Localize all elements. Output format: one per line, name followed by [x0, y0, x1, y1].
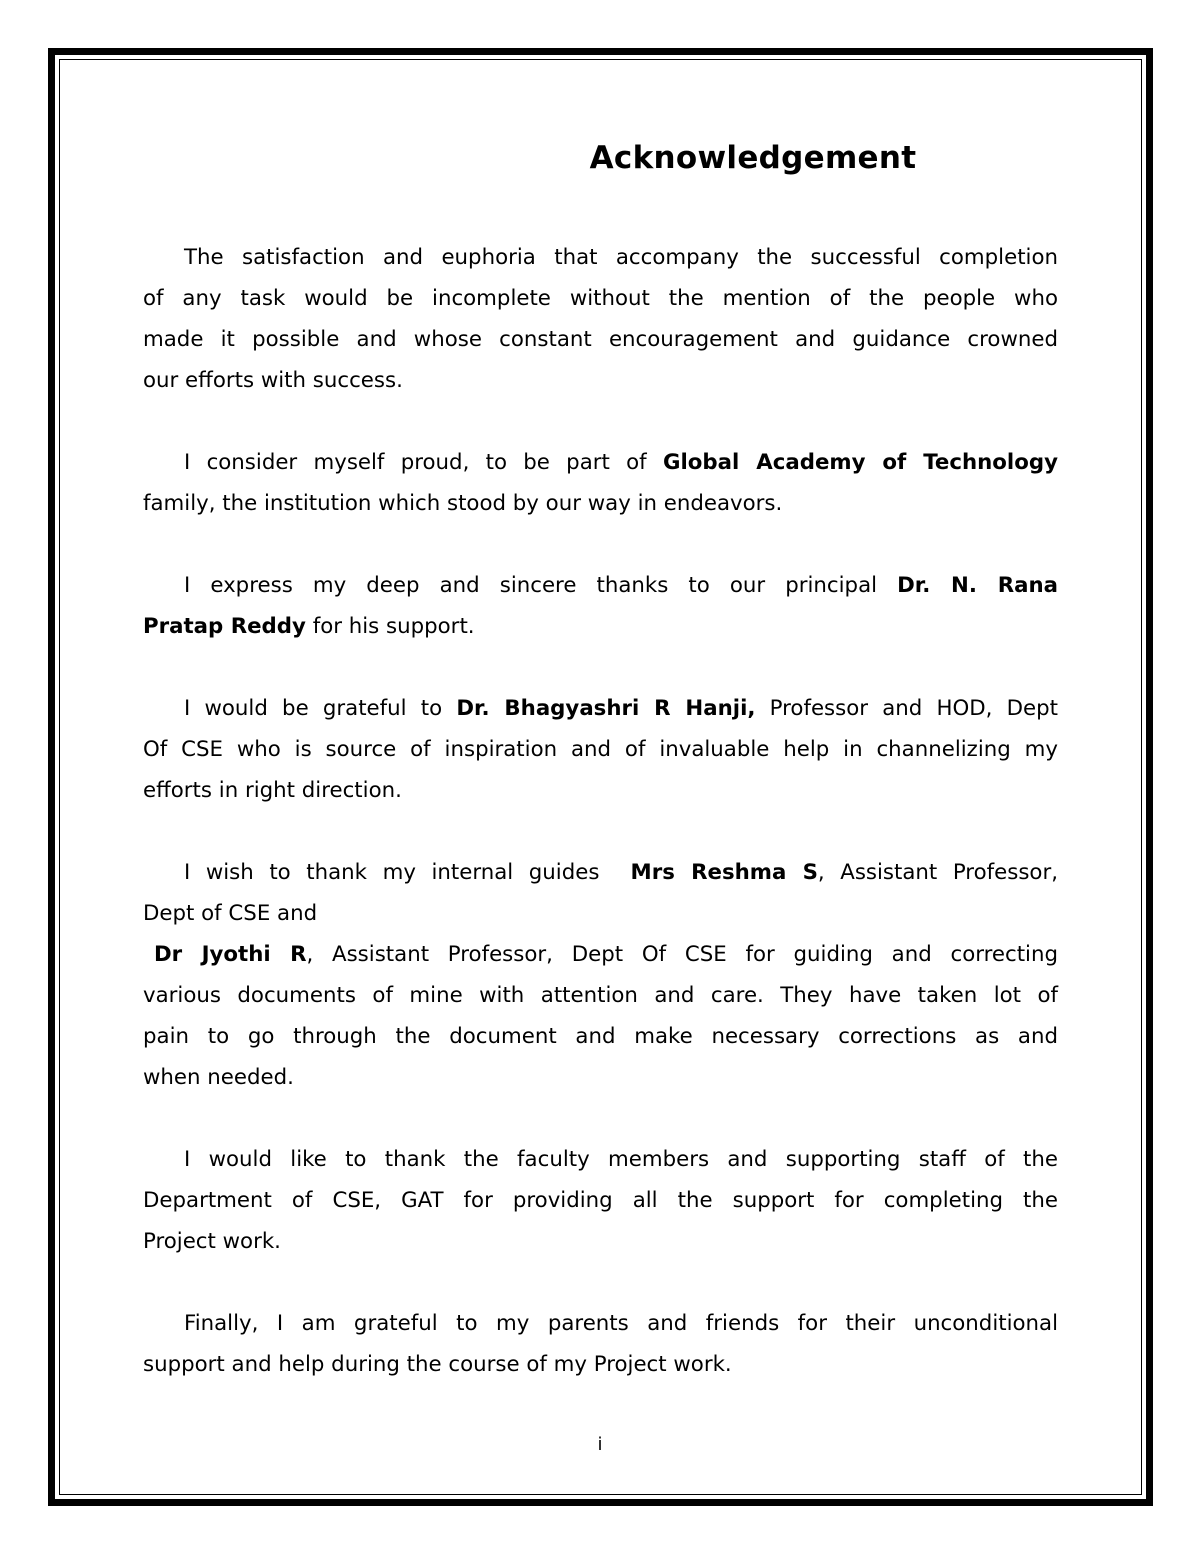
text-run: , Assistant Professor, Dept Of CSE for guiding and correcting	[306, 942, 1058, 967]
text-line: our efforts with success.	[143, 368, 403, 393]
text-line: The satisfaction and euphoria that accompany the successful completion	[184, 245, 1058, 270]
text-run: Professor and HOD, Dept	[755, 696, 1059, 721]
text-line: various documents of mine with attention and care. They have taken lot of	[143, 983, 1058, 1008]
text-line: support and help during the course of my Project work.	[143, 1352, 732, 1377]
text-run: , Assistant Professor,	[817, 860, 1058, 885]
text-run: I would be grateful to	[184, 696, 457, 721]
text-line: family, the institution which stood by our way in endeavors.	[143, 491, 783, 516]
paragraph-institution	[143, 442, 1058, 524]
acknowledgement-body	[143, 237, 1058, 1426]
paragraph-satisfaction	[143, 237, 1058, 401]
text-run: for his support.	[305, 614, 475, 639]
text-line: of any task would be incomplete without the mention of the people who	[143, 286, 1058, 311]
guide-name-1: Mrs Reshma S	[630, 860, 818, 885]
text-line: Dept of CSE and	[143, 901, 318, 926]
institution-name: Global Academy of Technology	[662, 450, 1058, 475]
text-line: efforts in right direction.	[143, 778, 402, 803]
text-line	[143, 688, 1058, 729]
page-title: Acknowledgement	[589, 140, 917, 176]
text-line: I would like to thank the faculty members and supporting staff of the	[184, 1147, 1058, 1172]
text-line: Of CSE who is source of inspiration and of invaluable help in channelizing my	[143, 737, 1058, 762]
hod-name: Dr. Bhagyashri R Hanji,	[456, 696, 756, 721]
text-line	[143, 852, 1058, 893]
text-line: made it possible and whose constant encouragement and guidance crowned	[143, 327, 1058, 352]
text-line	[143, 606, 1058, 647]
text-run: I consider myself proud, to be part of	[184, 450, 663, 475]
paragraph-guides	[143, 852, 1058, 1098]
text-line: when needed.	[143, 1065, 294, 1090]
page-number: i	[597, 1434, 603, 1455]
text-run: I express my deep and sincere thanks to our principal	[184, 573, 898, 598]
text-line	[143, 565, 1058, 606]
principal-name-cont: Pratap Reddy	[143, 614, 306, 639]
paragraph-principal	[143, 565, 1058, 647]
principal-name: Dr. N. Rana	[897, 573, 1058, 598]
text-line	[143, 934, 1058, 975]
paragraph-parents	[143, 1303, 1058, 1385]
text-line: Finally, I am grateful to my parents and friends for their unconditional	[184, 1311, 1058, 1336]
guide-name-2: Dr Jyothi R	[154, 942, 307, 967]
text-line: pain to go through the document and make necessary corrections as and	[143, 1024, 1058, 1049]
text-line	[143, 442, 1058, 483]
paragraph-hod	[143, 688, 1058, 811]
paragraph-faculty	[143, 1139, 1058, 1262]
text-line: Project work.	[143, 1229, 281, 1254]
text-run: I wish to thank my internal guides	[184, 860, 631, 885]
text-line: Department of CSE, GAT for providing all the support for completing the	[143, 1188, 1058, 1213]
